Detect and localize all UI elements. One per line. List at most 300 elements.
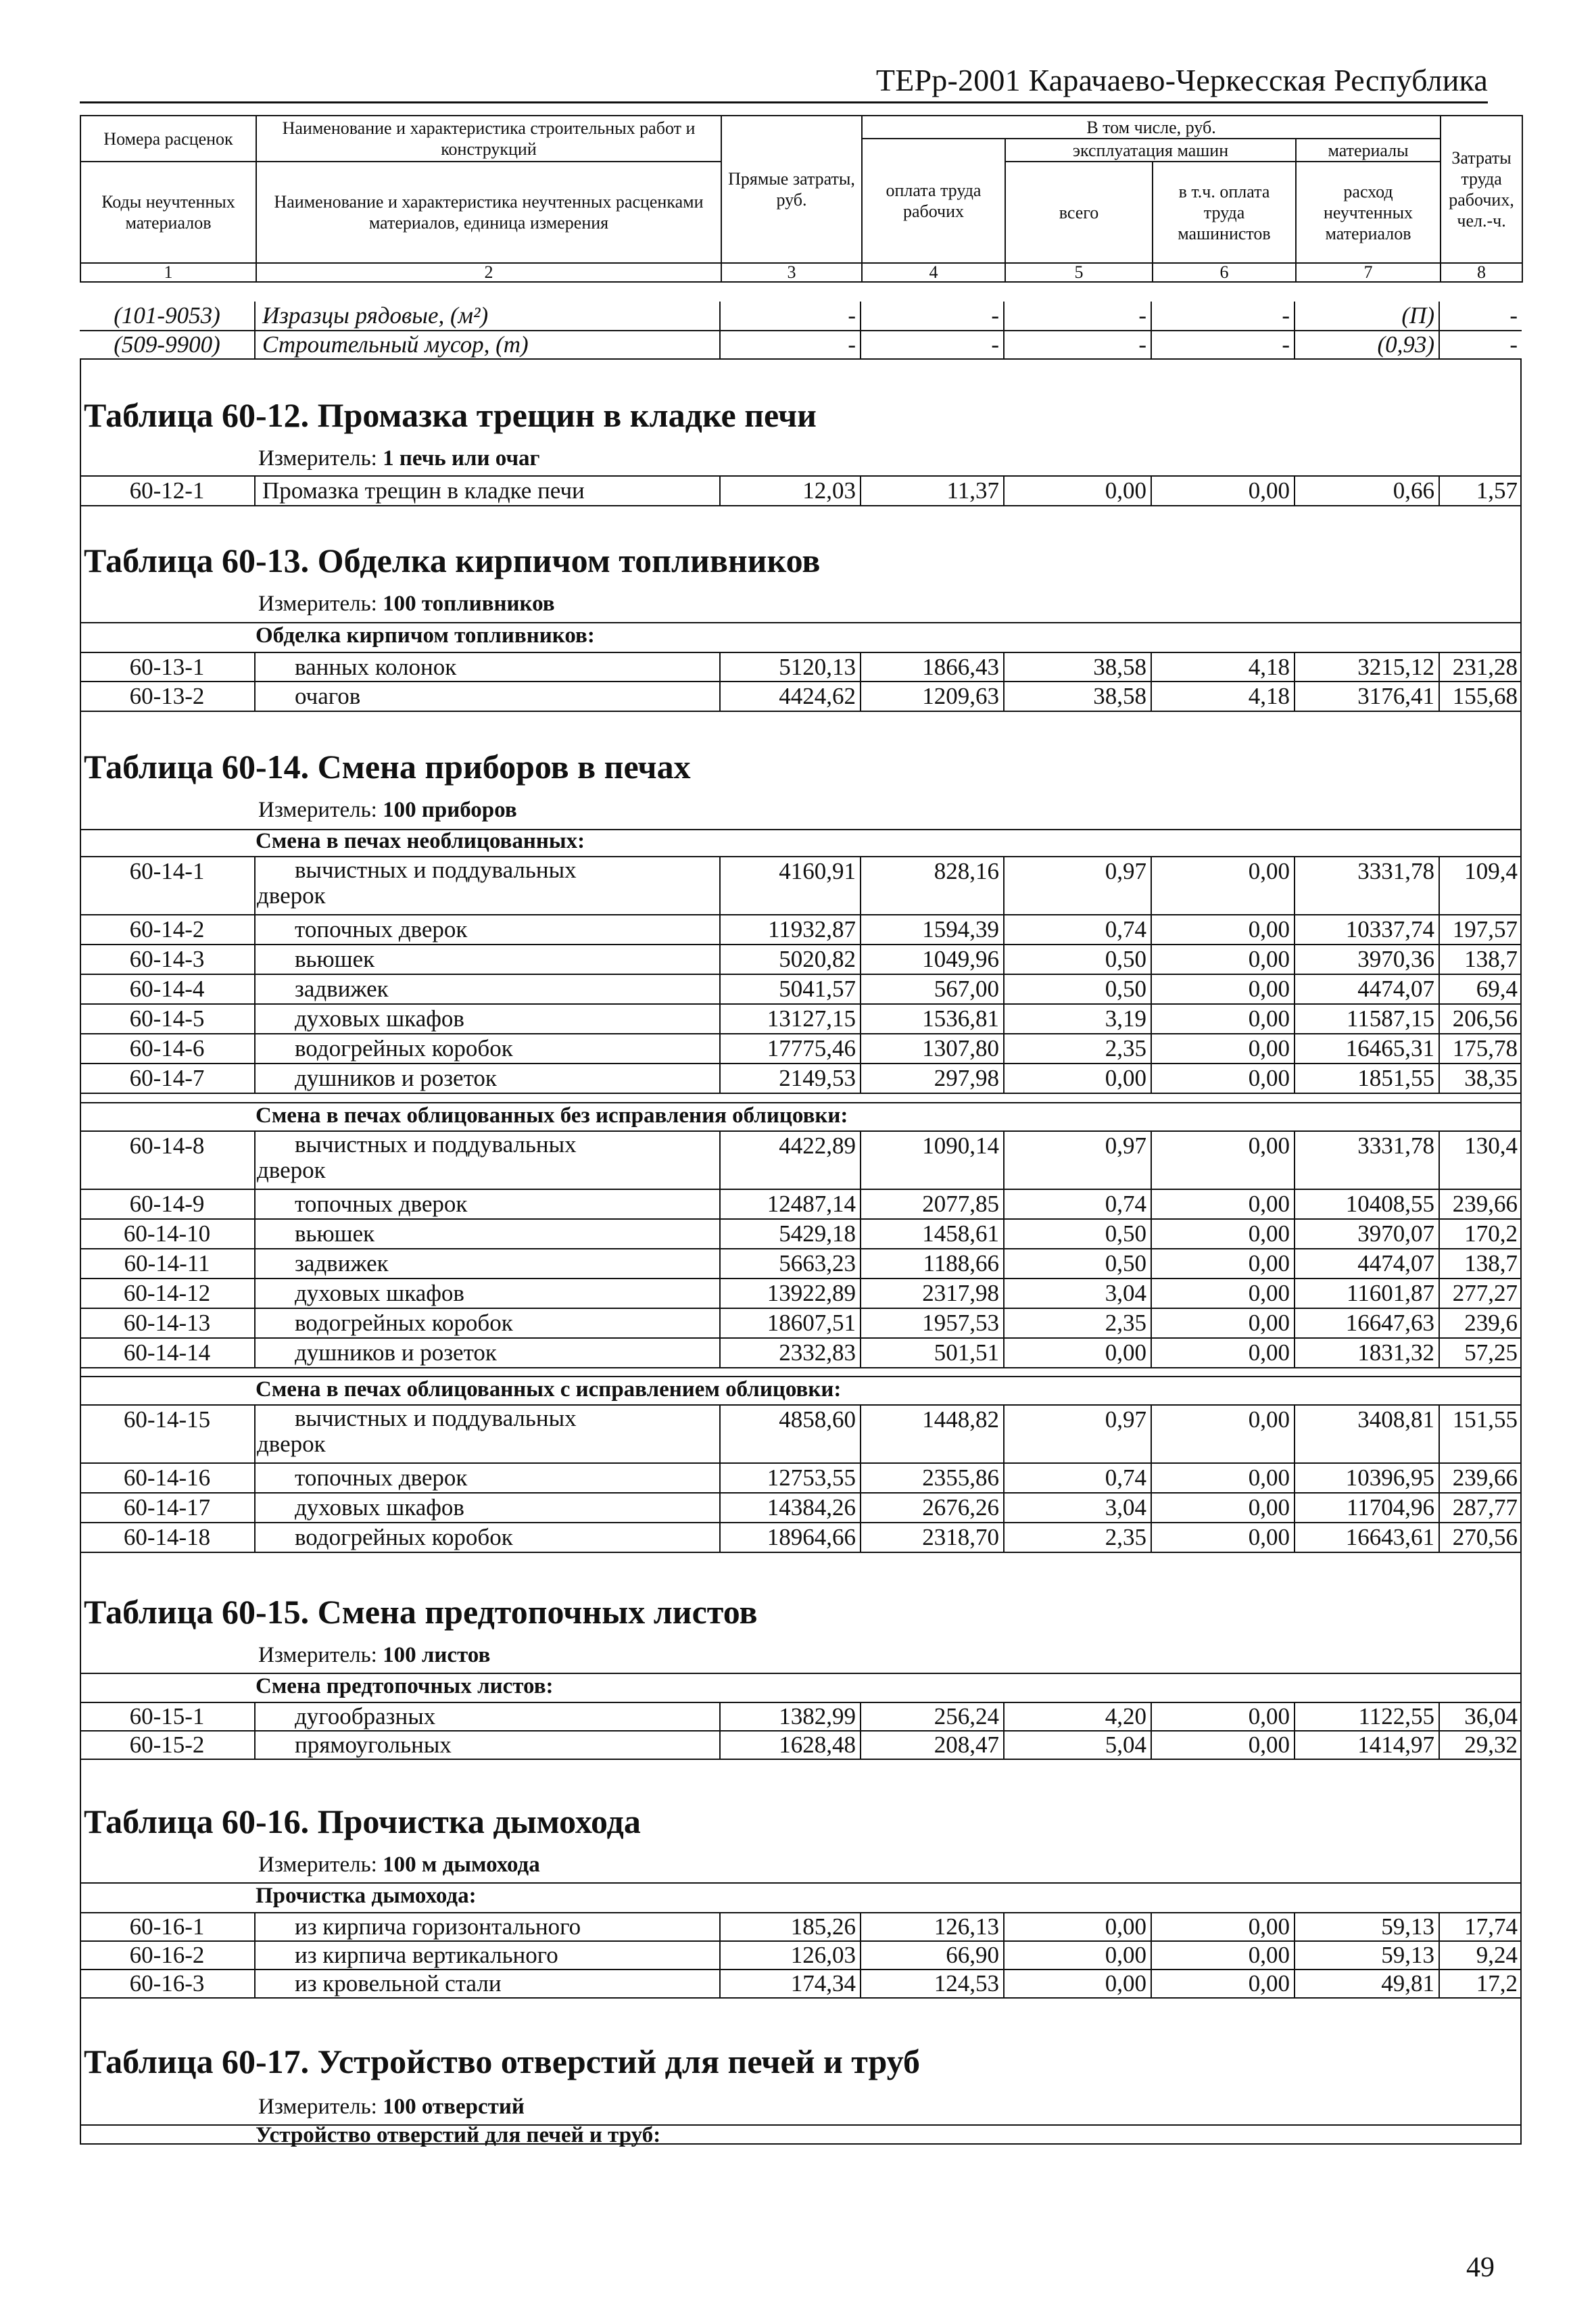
- meter-label: Измеритель:: [258, 446, 383, 471]
- cell-machines: 0,00: [1005, 477, 1152, 505]
- cell-machines: 0,00: [1005, 1064, 1152, 1093]
- row-code: 60-14-9: [80, 1190, 256, 1218]
- cell-materials: 16643,61: [1295, 1523, 1440, 1552]
- cell-labor: 231,28: [1452, 654, 1518, 680]
- cell-direct: 11932,87: [721, 915, 861, 944]
- row-code: 60-14-11: [80, 1249, 256, 1278]
- cell-labor: 17,2: [1476, 1970, 1518, 1997]
- header-rate-numbers: Номера расценок: [80, 116, 256, 162]
- row-code: 60-14-15: [80, 1406, 256, 1462]
- cell-machinists: 0,00: [1152, 1249, 1295, 1278]
- cell-pay: 256,24: [861, 1703, 1005, 1730]
- cell-direct: 5041,57: [721, 975, 861, 1003]
- cell-machinists: 4,18: [1152, 653, 1295, 681]
- column-header-table: [80, 115, 1523, 283]
- row-divider: [80, 2143, 1522, 2145]
- row-divider: [80, 711, 1522, 712]
- row-name: водогрейных коробок: [256, 1034, 721, 1063]
- cell-labor: 17,74: [1464, 1913, 1518, 1940]
- cell-machinists: 4,18: [1152, 682, 1295, 711]
- cell-labor: 57,25: [1464, 1339, 1518, 1366]
- section-title-60-14: Таблица 60-14. Смена приборов в печах: [84, 748, 691, 786]
- cell-direct: -: [721, 302, 861, 330]
- cell-machinists: 0,00: [1152, 915, 1295, 944]
- column-number-2: 2: [256, 263, 721, 282]
- row-code: 60-15-2: [80, 1732, 256, 1759]
- cell-pay: 66,90: [861, 1942, 1005, 1969]
- header-machines: эксплуатация машин: [1005, 139, 1296, 162]
- meter-60-13: [258, 592, 555, 617]
- section-title-60-13: Таблица 60-13. Обделка кирпичом топливников: [84, 542, 821, 579]
- meter-value: 1 печь или очаг: [383, 446, 540, 471]
- cell-direct: 5663,23: [721, 1249, 861, 1278]
- row-name: водогрейных коробок: [256, 1523, 721, 1552]
- cell-machinists: 0,00: [1152, 1970, 1295, 1997]
- cell-machinists: 0,00: [1152, 1523, 1295, 1552]
- row-divider: [80, 1404, 1522, 1406]
- cell-pay: 1209,63: [861, 682, 1005, 711]
- cell-machines: 0,00: [1005, 1913, 1152, 1940]
- cell-machinists: 0,00: [1152, 1190, 1295, 1218]
- cell-machines: 0,00: [1005, 1970, 1152, 1997]
- cell-materials: 10337,74: [1295, 915, 1440, 944]
- table-row: [80, 1064, 1522, 1093]
- cell-direct: 4160,91: [721, 857, 861, 914]
- cell-machinists: 0,00: [1152, 975, 1295, 1003]
- cell-materials: 3408,81: [1295, 1406, 1440, 1462]
- cell-labor: 36,04: [1464, 1703, 1518, 1729]
- cell-labor: 9,24: [1476, 1942, 1518, 1968]
- cell-machines: -: [1005, 331, 1152, 358]
- cell-pay: -: [861, 331, 1005, 358]
- cell-machinists: 0,00: [1152, 1064, 1295, 1093]
- cell-materials: 16647,63: [1295, 1309, 1440, 1337]
- meter-label: Измеритель:: [258, 798, 383, 822]
- cell-labor: 270,56: [1452, 1524, 1518, 1550]
- cell-direct: 2149,53: [721, 1064, 861, 1093]
- row-code: 60-14-10: [80, 1220, 256, 1248]
- header-machines-total: всего: [1005, 162, 1153, 263]
- cell-labor: 239,6: [1464, 1310, 1518, 1336]
- meter-60-16: [258, 1853, 540, 1878]
- table-row: [80, 682, 1522, 711]
- cell-pay: 1594,39: [861, 915, 1005, 944]
- row-name: [256, 1406, 721, 1462]
- meter-60-12: [258, 446, 540, 471]
- cell-machines: 2,35: [1005, 1034, 1152, 1063]
- row-name: задвижек: [256, 1249, 721, 1278]
- meter-60-15: [258, 1643, 490, 1668]
- cell-materials: 49,81: [1295, 1970, 1440, 1997]
- row-code: (509-9900): [80, 331, 256, 358]
- cell-machinists: 0,00: [1152, 1464, 1295, 1492]
- cell-direct: 1628,48: [721, 1732, 861, 1759]
- row-code: 60-14-18: [80, 1523, 256, 1552]
- meter-60-17: [258, 2095, 525, 2120]
- cell-materials: 1414,97: [1295, 1732, 1440, 1759]
- cell-direct: 174,34: [721, 1970, 861, 1997]
- row-name: дугообразных: [256, 1703, 721, 1730]
- cell-labor: 151,55: [1452, 1406, 1518, 1433]
- cell-materials: 1831,32: [1295, 1339, 1440, 1367]
- column-number-6: 6: [1153, 263, 1296, 282]
- cell-materials: 1122,55: [1295, 1703, 1440, 1730]
- row-code: 60-14-1: [80, 857, 256, 914]
- column-number-3: 3: [721, 263, 862, 282]
- cell-direct: 13127,15: [721, 1005, 861, 1033]
- row-code: 60-14-13: [80, 1309, 256, 1337]
- meter-60-14: [258, 798, 517, 823]
- cell-pay: 828,16: [861, 857, 1005, 914]
- cell-labor: 69,4: [1476, 976, 1518, 1002]
- row-name: [256, 857, 721, 914]
- cell-direct: 13922,89: [721, 1279, 861, 1308]
- cell-machines: 4,20: [1005, 1703, 1152, 1730]
- table-row: [80, 915, 1522, 944]
- header-workers-pay: оплата труда рабочих: [862, 139, 1005, 263]
- row-name: вьюшек: [256, 1220, 721, 1248]
- row-code: 60-14-5: [80, 1005, 256, 1033]
- cell-pay: 1448,82: [861, 1406, 1005, 1462]
- cell-machines: 0,97: [1005, 1132, 1152, 1189]
- row-divider: [80, 1102, 1522, 1103]
- section-title-60-17: Таблица 60-17. Устройство отверстий для печей и труб: [84, 2043, 920, 2080]
- meter-value: 100 топливников: [383, 592, 555, 616]
- cell-materials: 1851,55: [1295, 1064, 1440, 1093]
- meter-value: 100 отверстий: [383, 2095, 525, 2119]
- meter-label: Измеритель:: [258, 1643, 383, 1667]
- table-row: [80, 1339, 1522, 1367]
- cell-machines: 0,50: [1005, 1249, 1152, 1278]
- cell-direct: 18964,66: [721, 1523, 861, 1552]
- cell-machinists: 0,00: [1152, 1913, 1295, 1940]
- cell-labor: 138,7: [1464, 946, 1518, 972]
- column-number-1: 1: [80, 263, 256, 282]
- row-code: (101-9053): [80, 302, 256, 330]
- table-row: [80, 1190, 1522, 1218]
- table-row: [80, 857, 1522, 914]
- row-code: 60-14-7: [80, 1064, 256, 1093]
- table-row: [80, 1913, 1522, 1940]
- row-name: топочных дверок: [256, 915, 721, 944]
- cell-materials: 3176,41: [1295, 682, 1440, 711]
- meter-value: 100 листов: [383, 1643, 491, 1667]
- cell-machinists: 0,00: [1152, 1309, 1295, 1337]
- row-divider: [80, 1997, 1522, 1999]
- row-name: Строительный мусор, (т): [256, 331, 721, 358]
- table-row: [80, 1942, 1522, 1969]
- running-title: ТЕРр-2001 Карачаево-Черкесская Республика: [875, 63, 1488, 97]
- subheading: Смена предтопочных листов:: [256, 1674, 554, 1698]
- cell-direct: 12,03: [721, 477, 861, 505]
- cell-direct: -: [721, 331, 861, 358]
- page-number: 49: [1466, 2252, 1495, 2283]
- cell-materials: 11601,87: [1295, 1279, 1440, 1308]
- row-code: 60-16-3: [80, 1970, 256, 1997]
- cell-materials: 11704,96: [1295, 1494, 1440, 1522]
- cell-machinists: 0,00: [1152, 1132, 1295, 1189]
- row-name-line1: вычистных и поддувальных: [295, 1132, 577, 1158]
- table-row: [80, 1034, 1522, 1063]
- table-row: [80, 1132, 1522, 1189]
- row-name: из кирпича горизонтального: [256, 1913, 721, 1940]
- row-name: очагов: [256, 682, 721, 711]
- row-name: духовых шкафов: [256, 1279, 721, 1308]
- cell-direct: 12753,55: [721, 1464, 861, 1492]
- meter-value: 100 м дымохода: [383, 1853, 540, 1877]
- row-name-line2: дверок: [257, 1431, 326, 1457]
- row-divider: [80, 1130, 1522, 1132]
- cell-pay: 1458,61: [861, 1220, 1005, 1248]
- cell-machines: 0,50: [1005, 945, 1152, 974]
- cell-machines: 38,58: [1005, 682, 1152, 711]
- row-code: 60-14-12: [80, 1279, 256, 1308]
- cell-machines: -: [1005, 302, 1152, 330]
- cell-materials: (П): [1295, 302, 1440, 330]
- cell-machinists: 0,00: [1152, 1406, 1295, 1462]
- row-divider: [80, 1093, 1522, 1094]
- cell-labor: 170,2: [1464, 1220, 1518, 1247]
- row-code: 60-14-14: [80, 1339, 256, 1367]
- meter-label: Измеритель:: [258, 592, 383, 616]
- cell-materials: 59,13: [1295, 1942, 1440, 1969]
- cell-labor: 1,57: [1476, 477, 1518, 504]
- column-number-5: 5: [1005, 263, 1153, 282]
- column-number-7: 7: [1296, 263, 1441, 282]
- cell-direct: 5120,13: [721, 653, 861, 681]
- cell-labor: 138,7: [1464, 1250, 1518, 1276]
- row-code: 60-14-17: [80, 1494, 256, 1522]
- cell-pay: 1090,14: [861, 1132, 1005, 1189]
- cell-machines: 3,04: [1005, 1494, 1152, 1522]
- row-divider: [80, 1376, 1522, 1377]
- section-title-60-16: Таблица 60-16. Прочистка дымохода: [84, 1803, 641, 1840]
- cell-machines: 0,00: [1005, 1942, 1152, 1969]
- cell-materials: 3970,07: [1295, 1220, 1440, 1248]
- cell-machinists: -: [1152, 331, 1295, 358]
- cell-labor: 38,35: [1464, 1065, 1518, 1091]
- header-unaccounted-codes: Коды неучтенных материалов: [80, 162, 256, 263]
- cell-direct: 1382,99: [721, 1703, 861, 1730]
- cell-pay: 2318,70: [861, 1523, 1005, 1552]
- cell-pay: 2077,85: [861, 1190, 1005, 1218]
- row-code: 60-14-8: [80, 1132, 256, 1189]
- cell-materials: 59,13: [1295, 1913, 1440, 1940]
- row-divider: [80, 1552, 1522, 1553]
- row-code: 60-14-4: [80, 975, 256, 1003]
- cell-labor: 109,4: [1464, 858, 1518, 884]
- row-code: 60-12-1: [80, 477, 256, 505]
- row-name: из кровельной стали: [256, 1970, 721, 1997]
- cell-machinists: 0,00: [1152, 1339, 1295, 1367]
- cell-machines: 0,97: [1005, 1406, 1152, 1462]
- cell-materials: 3970,36: [1295, 945, 1440, 974]
- cell-machines: 0,74: [1005, 1190, 1152, 1218]
- cell-materials: 4474,07: [1295, 975, 1440, 1003]
- column-number-4: 4: [862, 263, 1005, 282]
- row-name: духовых шкафов: [256, 1005, 721, 1033]
- cell-pay: 1536,81: [861, 1005, 1005, 1033]
- row-name: прямоугольных: [256, 1732, 721, 1759]
- cell-pay: 208,47: [861, 1732, 1005, 1759]
- meter-label: Измеритель:: [258, 1853, 383, 1877]
- cell-machinists: 0,00: [1152, 1732, 1295, 1759]
- cell-materials: 10396,95: [1295, 1464, 1440, 1492]
- row-name: топочных дверок: [256, 1190, 721, 1218]
- table-row: [80, 1005, 1522, 1033]
- table-row: [80, 331, 1522, 358]
- table-row: [80, 1406, 1522, 1462]
- cell-pay: 2317,98: [861, 1279, 1005, 1308]
- row-name: душников и розеток: [256, 1339, 721, 1367]
- table-row: [80, 653, 1522, 681]
- cell-pay: 1866,43: [861, 653, 1005, 681]
- header-material-name: Наименование и характеристика неучтенных расценками материалов, единица измерения: [256, 162, 721, 263]
- cell-machines: 2,35: [1005, 1523, 1152, 1552]
- subheading: Смена в печах облицованных с исправлением облицовки:: [256, 1377, 842, 1402]
- row-name-line2: дверок: [257, 882, 326, 909]
- cell-labor: -: [1509, 331, 1518, 358]
- cell-labor: 239,66: [1452, 1191, 1518, 1217]
- cell-machinists: 0,00: [1152, 1279, 1295, 1308]
- cell-materials: (0,93): [1295, 331, 1440, 358]
- cell-pay: 567,00: [861, 975, 1005, 1003]
- cell-machinists: 0,00: [1152, 1034, 1295, 1063]
- row-name: водогрейных коробок: [256, 1309, 721, 1337]
- subheading: Смена в печах облицованных без исправления облицовки:: [256, 1103, 848, 1128]
- table-row: [80, 1220, 1522, 1248]
- cell-direct: 4858,60: [721, 1406, 861, 1462]
- cell-machines: 0,97: [1005, 857, 1152, 914]
- cell-machinists: 0,00: [1152, 1005, 1295, 1033]
- cell-machinists: -: [1152, 302, 1295, 330]
- row-name: из кирпича вертикального: [256, 1942, 721, 1969]
- cell-labor: 239,66: [1452, 1464, 1518, 1491]
- cell-machines: 38,58: [1005, 653, 1152, 681]
- row-divider: [80, 856, 1522, 857]
- cell-materials: 3215,12: [1295, 653, 1440, 681]
- row-divider: [80, 505, 1522, 506]
- row-name-line1: вычистных и поддувальных: [295, 1406, 577, 1431]
- cell-direct: 2332,83: [721, 1339, 861, 1367]
- cell-materials: 3331,78: [1295, 1132, 1440, 1189]
- table-row: [80, 1309, 1522, 1337]
- section-title-60-12: Таблица 60-12. Промазка трещин в кладке печи: [84, 396, 817, 434]
- table-row: [80, 1523, 1522, 1552]
- cell-machines: 0,74: [1005, 1464, 1152, 1492]
- cell-direct: 126,03: [721, 1942, 861, 1969]
- row-divider: [80, 330, 1522, 331]
- table-row: [80, 477, 1522, 505]
- cell-labor: -: [1509, 302, 1518, 329]
- cell-machines: 3,04: [1005, 1279, 1152, 1308]
- row-name: топочных дверок: [256, 1464, 721, 1492]
- table-row: [80, 1249, 1522, 1278]
- header-material-consumption: расход неучтенных материалов: [1296, 162, 1441, 263]
- subheading: Обделка кирпичом топливников:: [256, 623, 595, 648]
- column-number-8: 8: [1441, 263, 1522, 282]
- row-divider: [80, 1759, 1522, 1760]
- cell-machinists: 0,00: [1152, 477, 1295, 505]
- row-divider: [80, 358, 1522, 360]
- table-row: [80, 302, 1522, 330]
- title-rule: [80, 101, 1488, 103]
- row-code: 60-16-1: [80, 1913, 256, 1940]
- cell-labor: 155,68: [1452, 683, 1518, 709]
- cell-machines: 0,50: [1005, 1220, 1152, 1248]
- row-code: 60-14-2: [80, 915, 256, 944]
- cell-direct: 4424,62: [721, 682, 861, 711]
- cell-machines: 0,74: [1005, 915, 1152, 944]
- cell-materials: 11587,15: [1295, 1005, 1440, 1033]
- cell-pay: 1188,66: [861, 1249, 1005, 1278]
- cell-machinists: 0,00: [1152, 857, 1295, 914]
- cell-labor: 197,57: [1452, 916, 1518, 942]
- table-row: [80, 1464, 1522, 1492]
- header-direct-costs: Прямые затраты, руб.: [721, 116, 862, 263]
- row-code: 60-14-6: [80, 1034, 256, 1063]
- row-code: 60-14-16: [80, 1464, 256, 1492]
- row-name: ванных колонок: [256, 653, 721, 681]
- row-code: 60-15-1: [80, 1703, 256, 1730]
- cell-machinists: 0,00: [1152, 945, 1295, 974]
- section-title-60-15: Таблица 60-15. Смена предтопочных листов: [84, 1593, 758, 1631]
- subheading: Смена в печах необлицованных:: [256, 829, 585, 853]
- cell-machines: 0,50: [1005, 975, 1152, 1003]
- header-materials: материалы: [1296, 139, 1441, 162]
- cell-pay: 501,51: [861, 1339, 1005, 1367]
- row-name: вьюшек: [256, 945, 721, 974]
- header-labor-costs: Затраты труда рабочих, чел.-ч.: [1441, 116, 1522, 263]
- table-row: [80, 1279, 1522, 1308]
- cell-machines: 5,04: [1005, 1732, 1152, 1759]
- cell-materials: 0,66: [1295, 477, 1440, 505]
- cell-materials: 16465,31: [1295, 1034, 1440, 1063]
- row-name: духовых шкафов: [256, 1494, 721, 1522]
- cell-pay: 1957,53: [861, 1309, 1005, 1337]
- cell-labor: 206,56: [1452, 1005, 1518, 1032]
- table-row: [80, 1970, 1522, 1997]
- subheading: Устройство отверстий для печей и труб:: [256, 2123, 661, 2147]
- row-code: 60-13-1: [80, 653, 256, 681]
- row-name: Изразцы рядовые, (м²): [256, 302, 721, 330]
- cell-pay: 297,98: [861, 1064, 1005, 1093]
- cell-machinists: 0,00: [1152, 1703, 1295, 1730]
- cell-pay: -: [861, 302, 1005, 330]
- cell-machinists: 0,00: [1152, 1494, 1295, 1522]
- cell-machinists: 0,00: [1152, 1942, 1295, 1969]
- cell-direct: 5020,82: [721, 945, 861, 974]
- cell-pay: 2355,86: [861, 1464, 1005, 1492]
- row-name-line2: дверок: [257, 1157, 326, 1183]
- row-name: [256, 1132, 721, 1189]
- cell-pay: 11,37: [861, 477, 1005, 505]
- cell-direct: 185,26: [721, 1913, 861, 1940]
- cell-direct: 17775,46: [721, 1034, 861, 1063]
- cell-labor: 130,4: [1464, 1132, 1518, 1159]
- table-row: [80, 945, 1522, 974]
- meter-value: 100 приборов: [383, 798, 517, 822]
- cell-labor: 287,77: [1452, 1494, 1518, 1521]
- cell-pay: 1307,80: [861, 1034, 1005, 1063]
- table-row: [80, 1732, 1522, 1759]
- cell-direct: 5429,18: [721, 1220, 861, 1248]
- table-row: [80, 975, 1522, 1003]
- row-divider: [80, 1367, 1522, 1368]
- cell-labor: 29,32: [1464, 1732, 1518, 1758]
- row-code: 60-16-2: [80, 1942, 256, 1969]
- cell-pay: 124,53: [861, 1970, 1005, 1997]
